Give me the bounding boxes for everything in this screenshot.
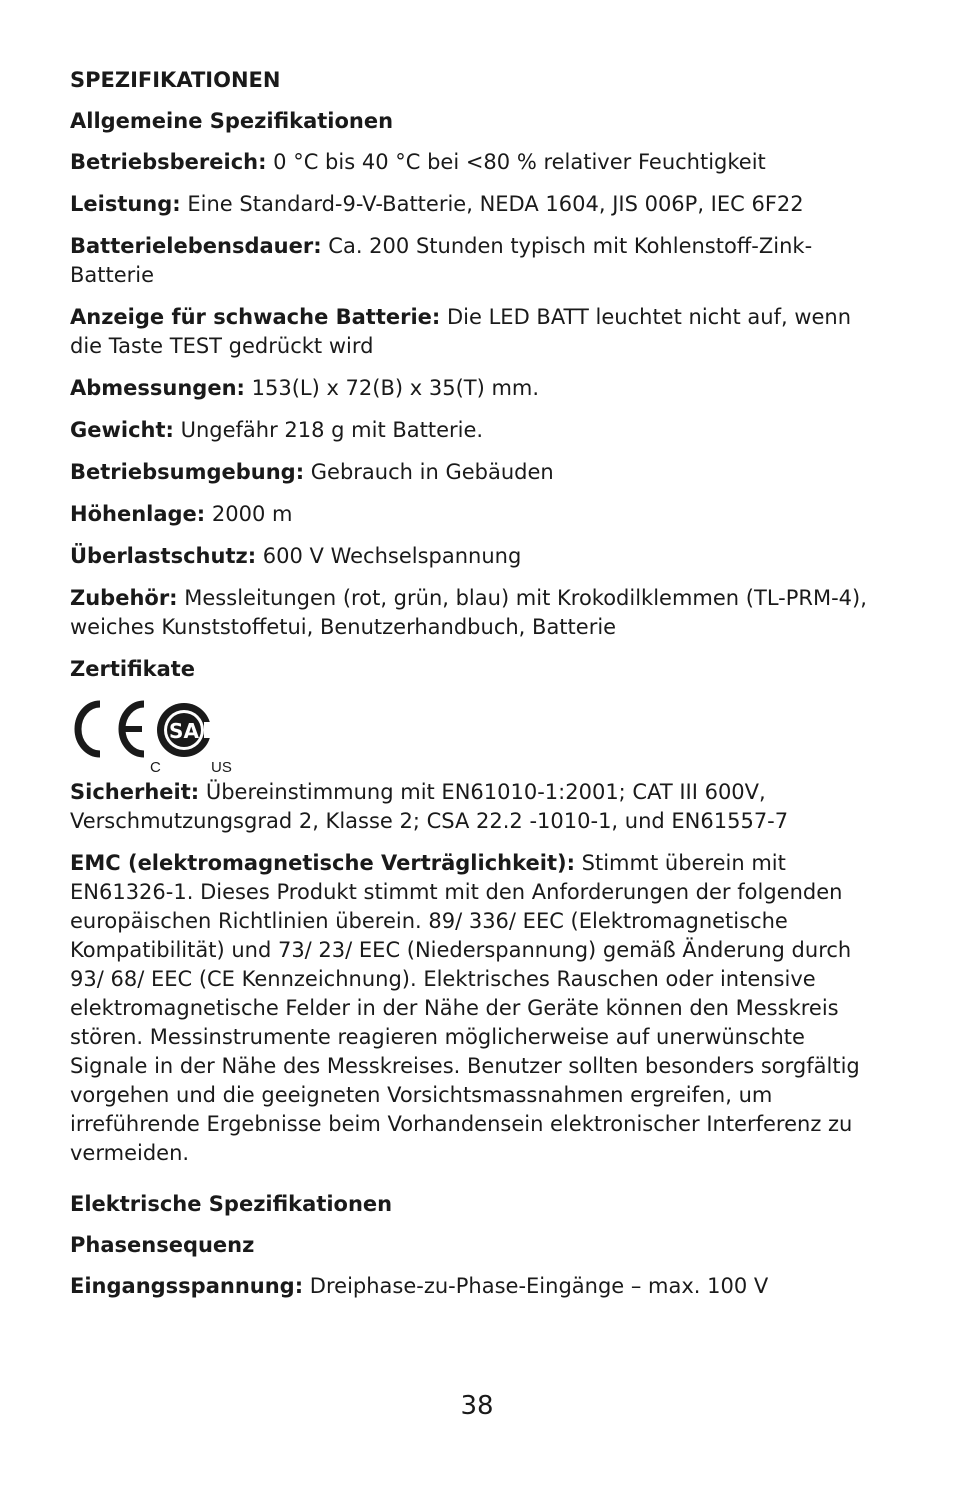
spec-low-battery — [70, 303, 870, 361]
spec-altitude — [70, 500, 870, 529]
csa-mark-icon — [150, 703, 232, 774]
page-number: 38 — [460, 1391, 494, 1421]
spec-value: Ungefähr 218 g mit Batterie. — [173, 418, 484, 442]
electrical-specs-title: Elektrische Spezifikationen — [70, 1192, 393, 1216]
general-specs-title: Allgemeine Spezifikationen — [70, 109, 394, 133]
spec-label: Überlastschutz: — [70, 544, 257, 568]
input-voltage-paragraph — [70, 1272, 870, 1301]
spec-dimensions — [70, 374, 870, 403]
spec-value: 153(L) x 72(B) x 35(T) mm. — [244, 376, 540, 400]
certificates-title: Zertifikate — [70, 657, 196, 681]
spec-weight — [70, 416, 870, 445]
spec-label: Gewicht: — [70, 418, 174, 442]
spec-environment — [70, 458, 870, 487]
input-voltage-label: Eingangsspannung: — [70, 1274, 304, 1298]
spec-value: Messleitungen (rot, grün, blau) mit Krokodilklemmen (TL-PRM-4), weiches Kunststoffetui, Benutzerhandbuch, Batterie — [70, 586, 867, 639]
certification-marks-svg — [70, 696, 250, 774]
emc-text: Stimmt überein mit EN61326-1. Dieses Produkt stimmt mit den Anforderungen der folgenden europäischen Richtlinien überein. 89/ 336/ EEC (Elektromagnetische Kompatibilität) und 73/ 23/ EEC (Niederspannung) gemäß Änderung durch 93/ 68/ EEC (CE Kennzeichnung). Elektrisches Rauschen oder intensive elektromagnetische Felder in der Nähe der Geräte können den Messkreis stören. Messinstrumente reagieren möglicherweise auf unerwünschte Signale in der Nähe des Messkreises. Benutzer sollten besonders sorgfältig vorgehen und die geeigneten Vorsichtsmassnahmen ergreifen, um irreführende Ergebnisse beim Vorhandensein elektronischer Interferenz zu vermeiden. — [70, 851, 860, 1165]
spec-label: Betriebsumgebung: — [70, 460, 305, 484]
spec-label: Abmessungen: — [70, 376, 245, 400]
spec-overload — [70, 542, 870, 571]
input-voltage-text: Dreiphase-zu-Phase-Eingänge – max. 100 V — [303, 1274, 769, 1298]
spec-label: Betriebsbereich: — [70, 150, 267, 174]
spec-label: Zubehör: — [70, 586, 178, 610]
csa-us-label: US — [211, 759, 232, 774]
emc-paragraph — [70, 849, 870, 1168]
spec-accessories — [70, 584, 870, 642]
safety-paragraph — [70, 778, 870, 836]
spec-battery-life — [70, 232, 870, 290]
certification-logos — [70, 696, 870, 774]
csa-letters: SA — [169, 719, 199, 743]
safety-label: Sicherheit: — [70, 780, 200, 804]
spec-label: Anzeige für schwache Batterie: — [70, 305, 441, 329]
spec-label: Batterielebensdauer: — [70, 234, 322, 258]
spec-value: Gebrauch in Gebäuden — [304, 460, 554, 484]
spec-label: Höhenlage: — [70, 502, 206, 526]
specifications-page — [70, 66, 870, 1314]
spec-value: 0 °C bis 40 °C bei <80 % relativer Feuchtigkeit — [266, 150, 766, 174]
spec-value: Ca. 200 Stunden typisch mit Kohlenstoff-Zink-Batterie — [70, 234, 813, 287]
spec-label: Leistung: — [70, 192, 181, 216]
csa-c-label: C — [150, 759, 161, 774]
spec-value: Die LED BATT leuchtet nicht auf, wenn die Taste TEST gedrückt wird — [70, 305, 852, 358]
phase-sequence-title: Phasensequenz — [70, 1233, 255, 1257]
spec-value: Eine Standard-9-V-Batterie, NEDA 1604, JIS 006P, IEC 6F22 — [180, 192, 804, 216]
safety-text: Übereinstimmung mit EN61010-1:2001; CAT III 600V, Verschmutzungsgrad 2, Klasse 2; CSA 22.2 -1010-1, und EN61557-7 — [70, 780, 789, 833]
spec-power — [70, 190, 870, 219]
spec-value: 600 V Wechselspannung — [256, 544, 522, 568]
ce-mark-icon — [78, 704, 144, 754]
emc-label: EMC (elektromagnetische Verträglichkeit): — [70, 851, 575, 875]
spec-value: 2000 m — [205, 502, 293, 526]
main-heading: SPEZIFIKATIONEN — [70, 68, 281, 92]
spec-operating-range — [70, 148, 870, 177]
